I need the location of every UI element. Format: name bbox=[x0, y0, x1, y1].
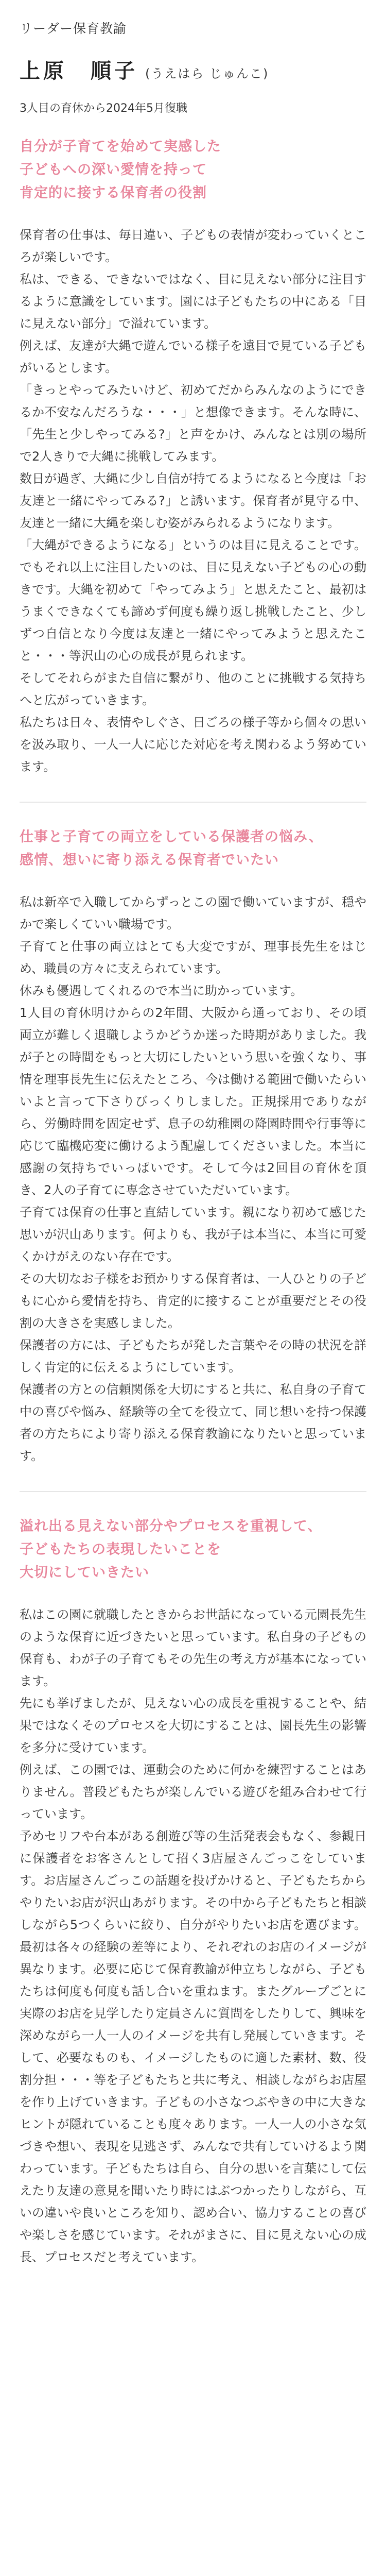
paragraph: 私はこの園に就職したときからお世話になっている元園長先生のような保育に近づきたいと思っています。私自身の子どもの保育も、わが子の子育てもその先生の考え方が基本になっています。 bbox=[20, 1607, 366, 1688]
section-heading: 溢れ出る見えない部分やプロセスを重視して、 子どもたちの表現したいことを 大切にしていきたい bbox=[20, 1518, 322, 1581]
paragraph: 保育者の仕事は、毎日違い、子どもの表情が変わっていくところが楽しいです。 bbox=[20, 228, 366, 264]
paragraph: 例えば、この園では、運動会のために何かを練習することはありません。普段どもたちが楽しんでいる遊びを組み合わせて行っています。 bbox=[20, 1762, 366, 1821]
paragraph: そしてそれらがまた自信に繋がり、他のことに挑戦する気持ちへと広がっていきます。 bbox=[20, 671, 366, 707]
paragraph: 保護者の方との信頼関係を大切にすると共に、私自身の子育て中の喜びや悩み、経験等の全てを役立て、同じ想いを持つ保護者の方たちにより寄り添える保育教諭になりたいと思っています。 bbox=[20, 1382, 366, 1463]
paragraph: 例えば、友達が大縄で遊んでいる様子を遠目で見ている子どもがいるとします。 bbox=[20, 338, 366, 375]
section-heading: 仕事と子育ての両立をしている保護者の悩み、 感情、想いに寄り添える保育者でいたい bbox=[20, 829, 323, 868]
section-2 bbox=[20, 825, 366, 1467]
name-row bbox=[20, 55, 366, 84]
section-divider bbox=[20, 1491, 366, 1492]
section-divider bbox=[20, 802, 366, 803]
staff-name: 上原 順子 bbox=[20, 59, 138, 83]
section-3 bbox=[20, 1515, 366, 2268]
paragraph: 私は新卒で入職してからずっとこの園で働いていますが、穏やかで楽しくていい職場です。 bbox=[20, 895, 366, 931]
paragraph: 子育てと仕事の両立はとても大変ですが、理事長先生をはじめ、職員の方々に支えられています。 bbox=[20, 939, 366, 976]
staff-name-kana: (うえはら じゅんこ) bbox=[145, 66, 269, 81]
staff-role: リーダー保育教諭 bbox=[20, 21, 127, 36]
paragraph: 私は、できる、できないではなく、目に見えない部分に注目するように意識をしています。園には子どもたちの中にある「目に見えない部分」で溢れています。 bbox=[20, 272, 366, 331]
paragraph: 1人目の育休明けからの2年間、大阪から通っており、その頃両立が難しく退職しようかどうか迷った時期がありました。我が子との時間をもっと大切にしたいという思いを強くなり、事情を理事長先生に伝えたところ、今は働ける範囲で働いたらいいよと言って下さりびっくりしました。正規採用でありながら、労働時間を固定せず、息子の幼稚園の降園時間や行事等に応じて臨機応変に働けるよう配慮してくださいました。本当に感謝の気持ちでいっぱいです。そして今は2回目の育休を頂き、2人の子育てに専念させていただいています。 bbox=[20, 1006, 366, 1197]
paragraph: 予めセリフや台本がある創遊び等の生活発表会もなく、参観日に保護者をお客さんとして招く3店屋さんごっこをしています。お店屋さんごっこの話題を投げかけると、子どもたちからやりたいお店が沢山あがります。その中から子どもたちと相談しながら5つくらいに絞り、自分がやりたいお店を選びます。最初は各々の経験の差等により、それぞれのお店のイメージが異なります。必要に応じて保育教諭が仲立ちしながら、子どもたちは何度も何度も話し合いを重ねます。またグループごとに実際のお店を見学したり定員さんに質問をしたりして、興味を深めながら一人一人のイメージを共有し発展していきます。そして、必要なものも、イメージしたものに適した素材、数、役割分担・・・等を子どもたちと共に考え、相談しながらお店屋を作り上げていきます。子どもの小さなつぶやきの中に大きなヒントが隠れていることも度々あります。一人一人の小さな気づきや想い、表現を見逃さず、みんなで共有していけるよう関わっています。子どもたちは自ら、自分の思いを言葉にして伝えたり友達の意見を聞いたり時にはぶつかったりしながら、互いの違いや良いところを知り、認め合い、協力することの喜びや楽しさを感じています。それがまさに、目に見えない心の成長、プロセスだと考えています。 bbox=[20, 1829, 366, 2264]
paragraph: 「きっとやってみたいけど、初めてだからみんなのようにできるか不安なんだろうな・・・」と想像できます。そんな時に、「先生と少しやってみる?」と声をかけ、みんなとは別の場所で2人きりで大縄に挑戦してみます。 bbox=[20, 383, 366, 464]
paragraph: その大切なお子様をお預かりする保育者は、一人ひとりの子どもに心から愛情を持ち、肯定的に接することが重要だとその役割の大きさを実感しました。 bbox=[20, 1272, 366, 1330]
section-heading: 自分が子育てを始めて実感した 子どもへの深い愛情を持って 肯定的に接する保育者の役割 bbox=[20, 139, 221, 201]
paragraph: 私たちは日々、表情やしぐさ、日ごろの様子等から個々の思いを汲み取り、一人一人に応じた対応を考え関わるよう努めています。 bbox=[20, 715, 366, 774]
paragraph: 「大縄ができるようになる」というのは目に見えることです。でもそれ以上に注目したいのは、目に見えない子どもの心の動きです。大縄を初めて「やってみよう」と思えたこと、最初はうまくできなくても諦めず何度も繰り返し挑戦したこと、少しずつ自信となり今度は友達と一緒にやってみようと思えたこと・・・等沢山の心の成長が見られます。 bbox=[20, 538, 366, 663]
paragraph: 保護者の方には、子どもたちが発した言葉やその時の状況を詳しく肯定的に伝えるようにしています。 bbox=[20, 1338, 366, 1375]
career-note: 3人目の育休から2024年5月復職 bbox=[20, 102, 187, 115]
paragraph: 休みも優遇してくれるので本当に助かっています。 bbox=[20, 984, 303, 998]
paragraph: 子育ては保育の仕事と直結しています。親になり初めて感じた思いが沢山あります。何よりも、我が子は本当に、本当に可愛くかけがえのない存在です。 bbox=[20, 1205, 366, 1264]
paragraph: 数日が過ぎ、大縄に少し自信が持てるようになると今度は「お友達と一緒にやってみる?」と誘います。保育者が見守る中、友達と一緒に大縄を楽しむ姿がみられるようになります。 bbox=[20, 471, 366, 530]
section-1 bbox=[20, 135, 366, 778]
paragraph: 先にも挙げましたが、見えない心の成長を重視することや、結果ではなくそのプロセスを大切にすることは、園長先生の影響を多分に受けています。 bbox=[20, 1696, 366, 1755]
